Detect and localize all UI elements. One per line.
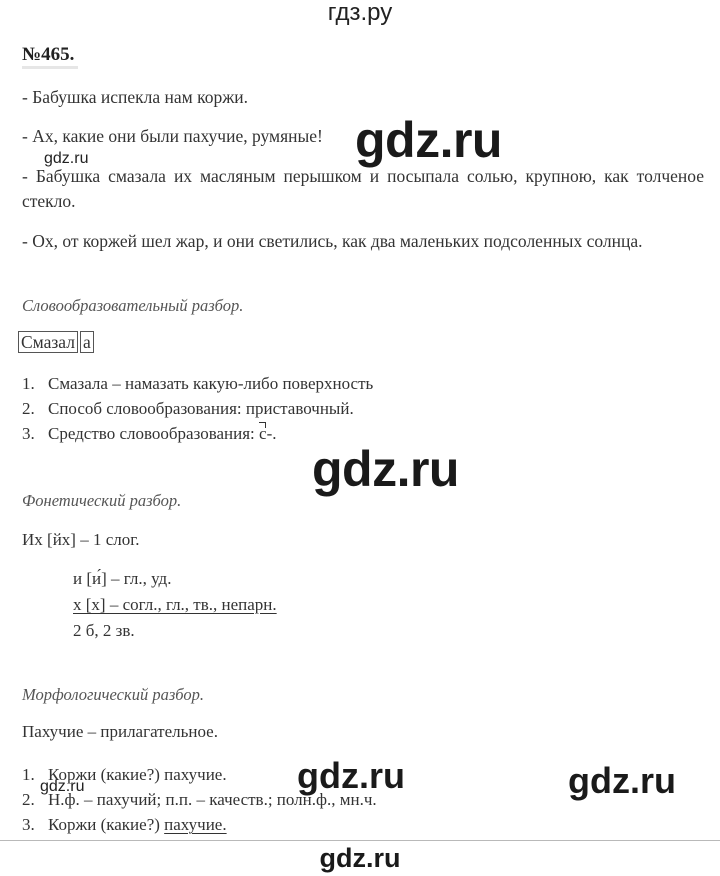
watermark-bottom: gdz.ru [319, 843, 401, 873]
phonetic-line-3: 2 б, 2 зв. [73, 621, 135, 640]
list-item: 3. Коржи (какие?) пахучие. [22, 815, 227, 834]
site-header: гдз.ру [327, 0, 393, 26]
underlined-word: пахучие. [164, 815, 227, 834]
list-item: 1. Смазала – намазать какую-либо поверхность [22, 374, 374, 393]
paragraph-4: - Ох, от коржей шел жар, и они светились, как два маленьких подсоленных солнца. [22, 231, 643, 251]
prefix-morpheme: с [259, 421, 267, 446]
paragraph-3: - Бабушка смазала их масляным перышком и посыпала солью, крупною, как толченое стекло. [22, 166, 704, 211]
list-item: 3. Средство словообразования: с-. [48, 421, 373, 446]
watermark-large-2: gdz.ru [312, 441, 459, 497]
morphological-word-line: Пахучие – прилагательное. [22, 722, 218, 741]
list-item: 2. Способ словообразования: приставочный. [22, 399, 354, 418]
watermark-small-2: gdz.ru [40, 778, 85, 795]
paragraph-1: - Бабушка испекла нам коржи. [22, 87, 249, 107]
list-item: 1. Коржи (какие?) пахучие. [22, 765, 227, 784]
morphological-heading: Морфологический разбор. [22, 685, 204, 704]
paragraph-2: - Ах, какие они были пахучие, румяные! [22, 126, 323, 146]
word-ending: а [80, 331, 94, 353]
phonetic-line-2: х [х] – согл., гл., тв., непарн. [73, 595, 277, 614]
phonetic-heading: Фонетический разбор. [22, 491, 182, 510]
exercise-number: №465. [22, 44, 78, 69]
list-item: 2. Н.ф. – пахучий; п.п. – качеств.; полн.ф., мн.ч. [22, 790, 377, 809]
phonetic-line-1: и [и́] – гл., уд. [73, 569, 172, 588]
watermark-large-1: gdz.ru [355, 112, 502, 168]
watermark-medium-2: gdz.ru [568, 760, 676, 801]
word-stem: Смазал [18, 331, 78, 353]
word-formation-heading: Словообразовательный разбор. [22, 296, 244, 315]
phonetic-word-line: Их [йх] – 1 слог. [22, 530, 140, 549]
watermark-small-1: gdz.ru [44, 150, 89, 167]
watermark-medium-1: gdz.ru [297, 755, 405, 796]
bottom-divider [0, 840, 720, 841]
word-formation-list [22, 371, 374, 446]
word-morpheme-diagram [18, 332, 94, 353]
